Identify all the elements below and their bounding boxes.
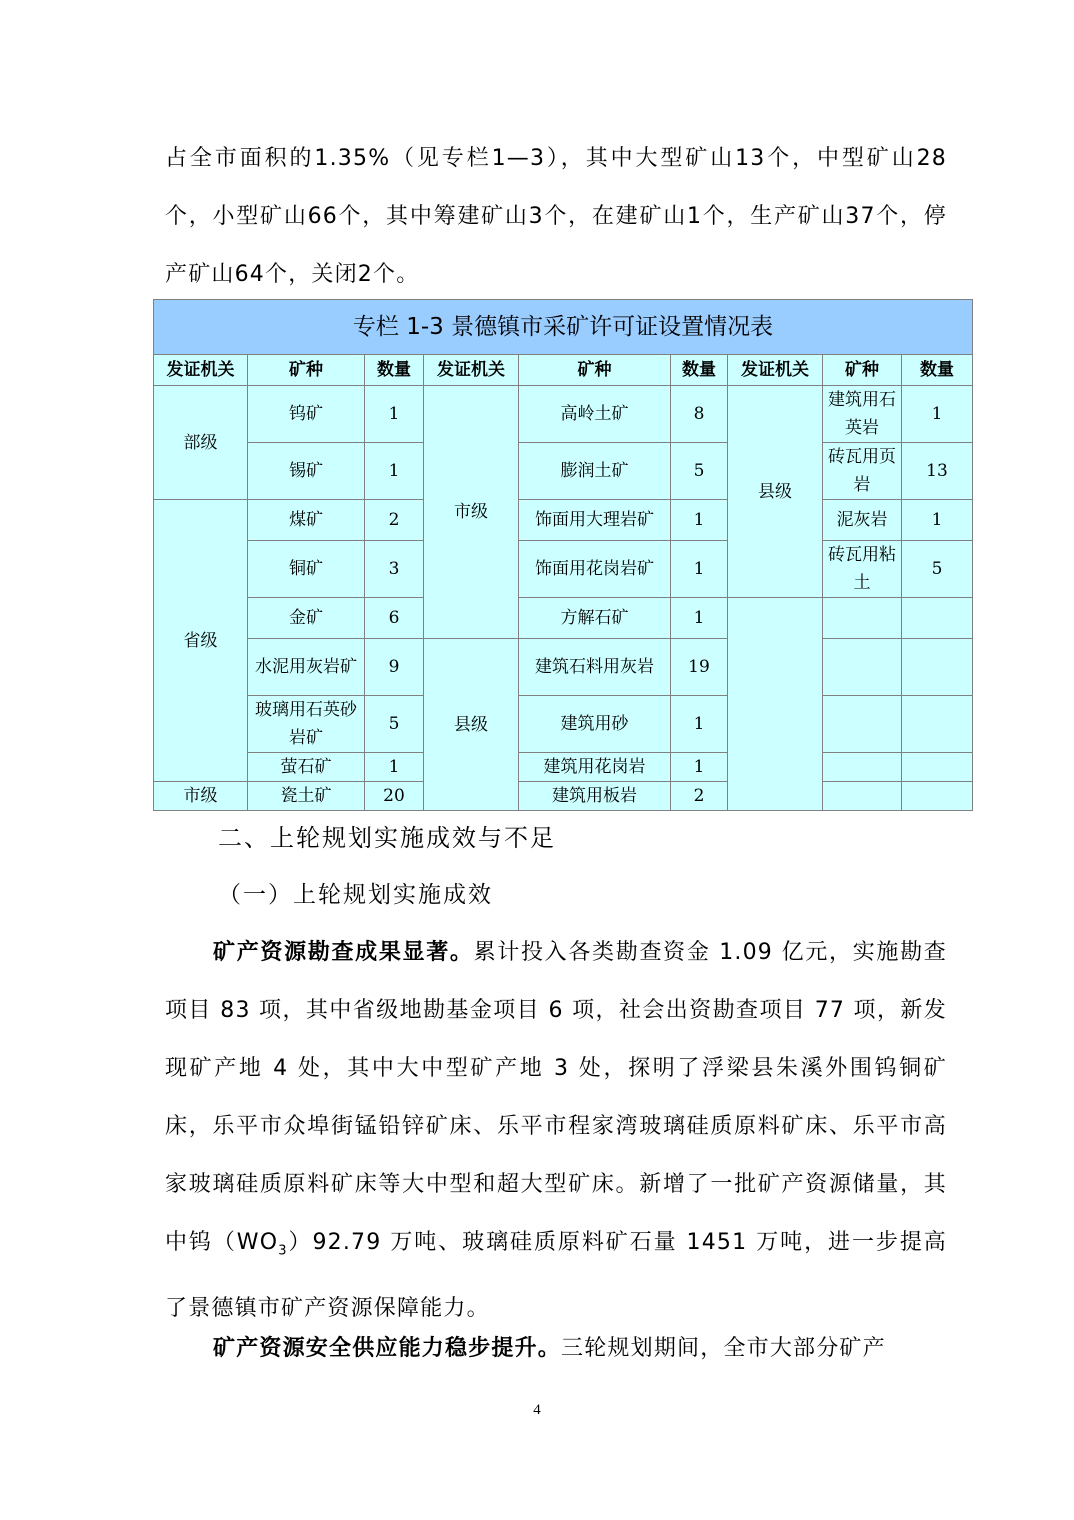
empty-cell — [823, 782, 902, 811]
count-cell: 1 — [902, 386, 973, 443]
mineral-cell: 瓷土矿 — [248, 782, 365, 811]
mineral-cell: 锡矿 — [248, 443, 365, 500]
count-cell: 3 — [365, 541, 424, 598]
table-header: 矿种 — [519, 355, 671, 386]
count-cell: 1 — [365, 386, 424, 443]
count-cell: 1 — [671, 598, 728, 639]
subsection-heading: （一）上轮规划实施成效 — [218, 882, 493, 908]
count-cell: 19 — [671, 639, 728, 696]
count-cell: 5 — [365, 696, 424, 753]
mineral-cell: 高岭土矿 — [519, 386, 671, 443]
mineral-cell: 饰面用大理岩矿 — [519, 500, 671, 541]
table-header: 矿种 — [248, 355, 365, 386]
count-cell: 6 — [365, 598, 424, 639]
empty-cell — [728, 598, 823, 811]
mineral-cell: 砖瓦用粘土 — [823, 541, 902, 598]
count-cell: 1 — [671, 753, 728, 782]
mineral-cell: 建筑用板岩 — [519, 782, 671, 811]
mineral-cell: 玻璃用石英砂岩矿 — [248, 696, 365, 753]
empty-cell — [902, 782, 973, 811]
mineral-cell: 建筑用花岗岩 — [519, 753, 671, 782]
count-cell: 1 — [365, 753, 424, 782]
paragraph-supply — [165, 1320, 947, 1378]
count-cell: 9 — [365, 639, 424, 696]
paragraph-text: 累计投入各类勘查资金 1.09 亿元，实施勘查项目 83 项，其中省级地勘基金项目 6 项，社会出资勘查项目 77 项，新发现矿产地 4 处，其中大中型矿产地 3 处，探明了浮梁县朱溪外围钨铜矿床，乐平市众埠街锰铅锌矿床、乐平市程家湾玻璃硅质原料矿床、乐平市高家玻璃硅质原料矿床等大中型和超大型矿床。新增了一批矿产资源储量，其中钨（WO — [165, 940, 948, 1255]
count-cell: 1 — [671, 500, 728, 541]
paragraph-lead: 矿产资源勘查成果显著。 — [213, 940, 474, 965]
mineral-cell: 泥灰岩 — [823, 500, 902, 541]
count-cell: 8 — [671, 386, 728, 443]
table-title: 专栏 1-3 景德镇市采矿许可证设置情况表 — [154, 300, 973, 355]
authority-cell: 市级 — [154, 782, 248, 811]
intro-paragraph: 占全市面积的1.35%（见专栏1—3），其中大型矿山13个，中型矿山28个，小型矿山66个，其中筹建矿山3个，在建矿山1个，生产矿山37个，停产矿山64个，关闭2个。 — [165, 146, 947, 287]
mineral-cell: 膨润土矿 — [519, 443, 671, 500]
mineral-cell: 煤矿 — [248, 500, 365, 541]
mineral-cell: 建筑石料用灰岩 — [519, 639, 671, 696]
mineral-cell: 饰面用花岗岩矿 — [519, 541, 671, 598]
authority-cell: 县级 — [424, 639, 519, 811]
mineral-cell: 钨矿 — [248, 386, 365, 443]
count-cell: 1 — [671, 541, 728, 598]
empty-cell — [823, 639, 902, 696]
empty-cell — [902, 753, 973, 782]
authority-cell: 市级 — [424, 386, 519, 639]
authority-cell: 省级 — [154, 500, 248, 782]
paragraph-text: ）92.79 万吨、玻璃硅质原料矿石量 1451 万吨，进一步提高了景德镇市矿产资源保障能力。 — [165, 1230, 947, 1322]
mining-license-table — [153, 299, 973, 811]
authority-cell: 部级 — [154, 386, 248, 500]
empty-cell — [823, 753, 902, 782]
mineral-cell: 水泥用灰岩矿 — [248, 639, 365, 696]
count-cell: 5 — [671, 443, 728, 500]
empty-cell — [902, 598, 973, 639]
count-cell: 2 — [671, 782, 728, 811]
count-cell: 13 — [902, 443, 973, 500]
paragraph-text: 三轮规划期间，全市大部分矿产 — [561, 1336, 886, 1361]
count-cell: 1 — [671, 696, 728, 753]
table-header: 矿种 — [823, 355, 902, 386]
empty-cell — [823, 598, 902, 639]
mineral-cell: 金矿 — [248, 598, 365, 639]
mineral-cell: 方解石矿 — [519, 598, 671, 639]
empty-cell — [902, 639, 973, 696]
mineral-cell: 萤石矿 — [248, 753, 365, 782]
count-cell: 20 — [365, 782, 424, 811]
empty-cell — [823, 696, 902, 753]
table-header: 数量 — [671, 355, 728, 386]
authority-cell: 县级 — [728, 386, 823, 598]
count-cell: 2 — [365, 500, 424, 541]
page-number: 4 — [533, 1402, 541, 1418]
count-cell: 1 — [902, 500, 973, 541]
subscript: 3 — [278, 1243, 288, 1259]
mineral-cell: 砖瓦用页岩 — [823, 443, 902, 500]
paragraph-exploration — [165, 924, 947, 1338]
mineral-cell: 铜矿 — [248, 541, 365, 598]
table-header: 发证机关 — [154, 355, 248, 386]
paragraph-lead: 矿产资源安全供应能力稳步提升。 — [213, 1336, 562, 1361]
table-header: 数量 — [902, 355, 973, 386]
empty-cell — [902, 696, 973, 753]
mineral-cell: 建筑用砂 — [519, 696, 671, 753]
section-heading: 二、上轮规划实施成效与不足 — [218, 824, 556, 852]
table-header: 发证机关 — [424, 355, 519, 386]
count-cell: 5 — [902, 541, 973, 598]
table-header: 发证机关 — [728, 355, 823, 386]
table-header: 数量 — [365, 355, 424, 386]
mineral-cell: 建筑用石英岩 — [823, 386, 902, 443]
count-cell: 1 — [365, 443, 424, 500]
